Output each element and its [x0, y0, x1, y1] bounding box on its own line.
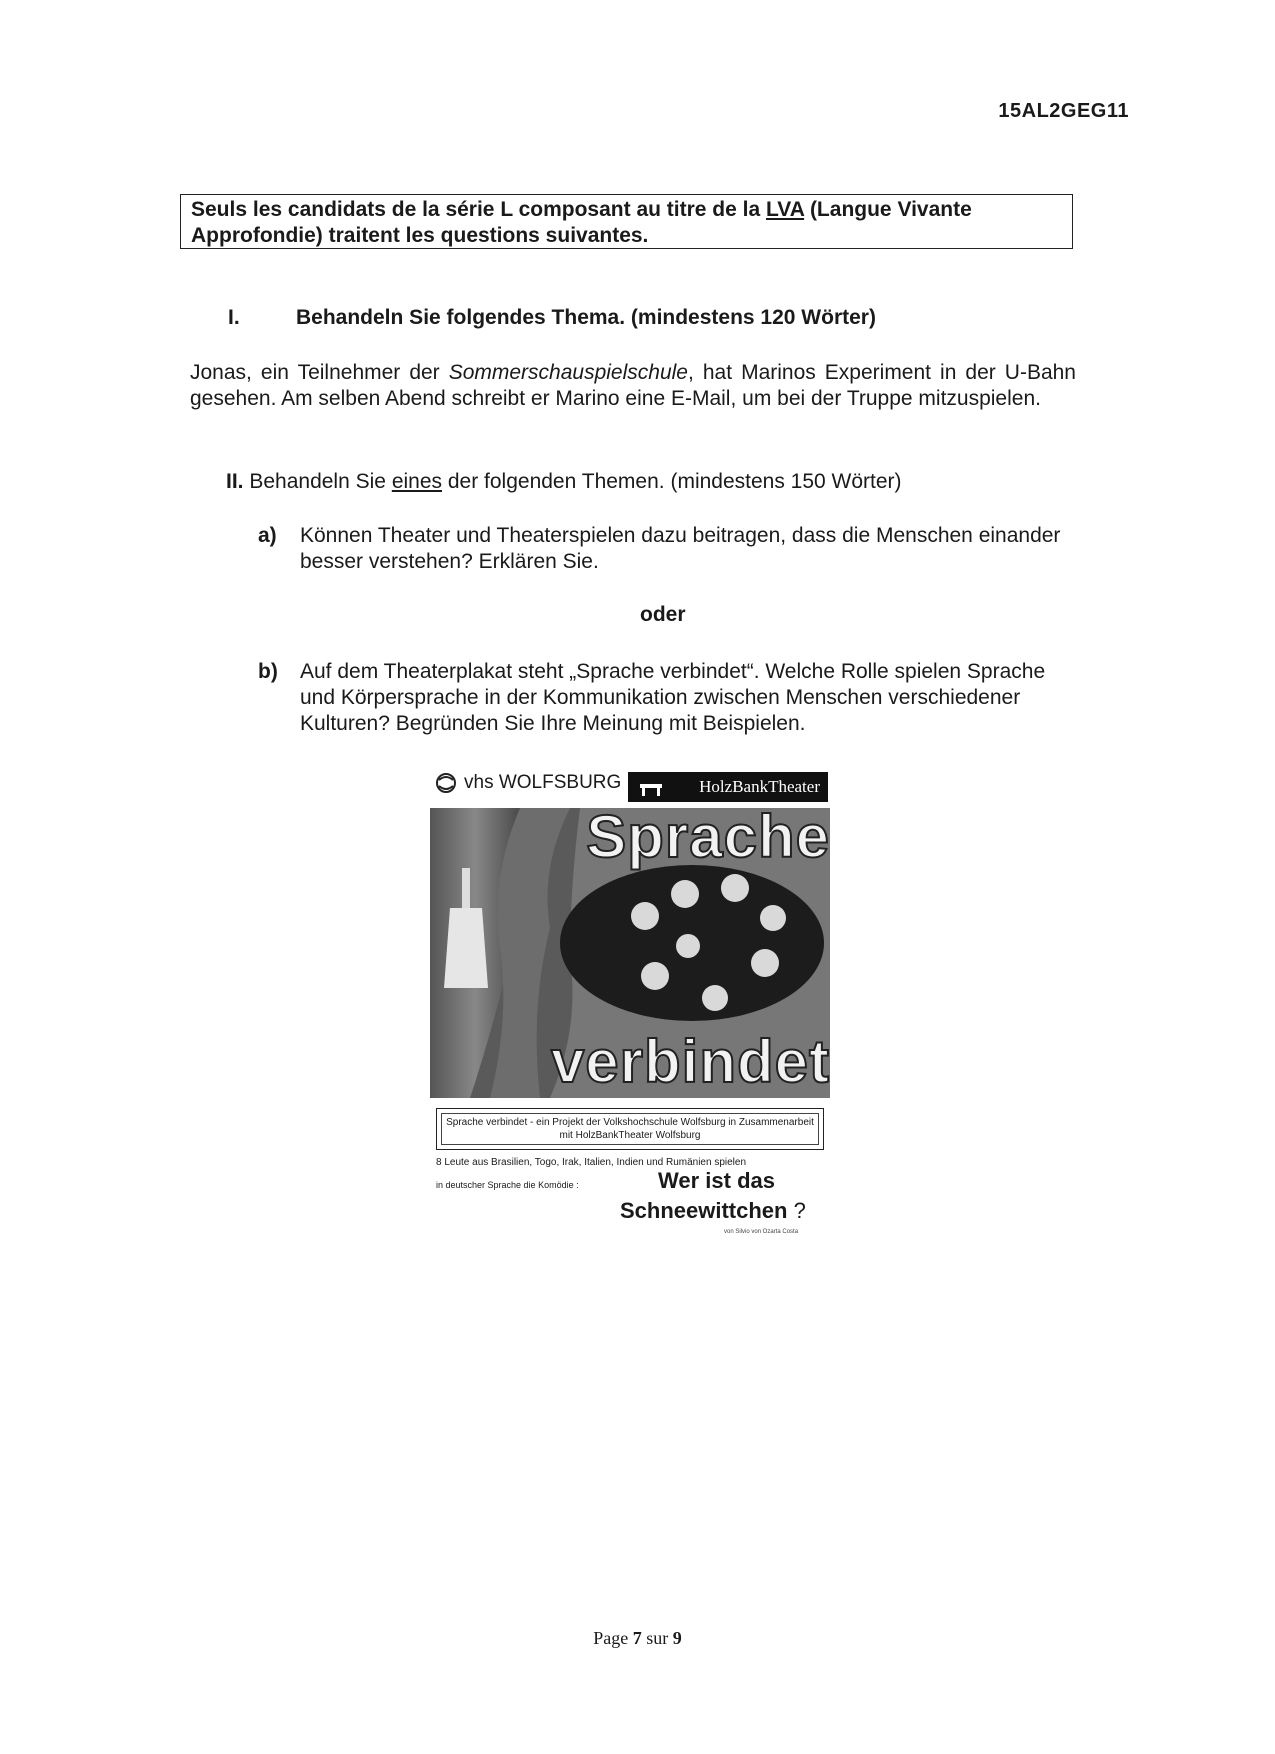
- poster-logos: [430, 768, 830, 804]
- section1-text-post: , hat Marinos Experiment in der U-Bahn gesehen. Am selben Abend schreibt er Marino eine E-Mail, um bei der Truppe mitzuspielen.: [190, 361, 1076, 410]
- section1-text: [190, 360, 1076, 412]
- poster-photo: [430, 808, 830, 1098]
- bench-icon: [638, 778, 664, 798]
- oder-separator: oder: [640, 603, 686, 626]
- vhs-logo-icon: [434, 772, 458, 794]
- footer-pre: Page: [593, 1628, 633, 1648]
- notice-part1: Seuls les candidats de la série L composant au titre de la: [191, 198, 766, 221]
- play-title-name: Schneewittchen: [620, 1198, 788, 1223]
- page-footer: [0, 1628, 1275, 1649]
- section1-text-pre: Jonas, ein Teilnehmer der: [190, 361, 449, 384]
- section2-number: II.: [226, 470, 244, 493]
- theater-poster: [430, 768, 830, 1238]
- section1-text-italic: Sommerschauspielschule: [448, 361, 688, 384]
- question-a-text: Können Theater und Theaterspielen dazu beitragen, dass die Menschen einander besser verstehen? Erklären Sie.: [300, 524, 1061, 573]
- notice-part2: (Langue Vivante Approfondie) traitent les questions suivantes.: [191, 198, 972, 247]
- poster-title-top: Sprache: [586, 808, 830, 870]
- question-a: [258, 523, 1078, 583]
- theater-logo: [628, 772, 828, 802]
- theater-logo-text: HolzBankTheater: [699, 777, 820, 796]
- poster-caption: Sprache verbindet - ein Projekt der Volkshochschule Wolfsburg in Zusammenarbeit mit HolzBankTheater Wolfsburg: [441, 1113, 819, 1145]
- play-title-qmark: ?: [787, 1198, 806, 1223]
- poster-caption-box: [436, 1108, 824, 1150]
- section1-number: I.: [228, 306, 240, 329]
- question-b-text: Auf dem Theaterplakat steht „Sprache verbindet“. Welche Rolle spielen Sprache und Körpersprache in der Kommunikation zwischen Menschen verschiedener Kulturen? Begründen Sie Ihre Meinung mit Beispielen.: [300, 660, 1046, 735]
- play-title-line1: Wer ist das: [658, 1168, 775, 1193]
- section1-heading: [228, 306, 876, 330]
- tassel-shape: [444, 908, 488, 988]
- vhs-logo: [434, 772, 621, 794]
- section1-title: Behandeln Sie folgendes Thema. (mindestens 120 Wörter): [296, 306, 876, 329]
- footer-mid: sur: [641, 1628, 673, 1648]
- notice-lva: LVA: [766, 198, 805, 221]
- poster-line2: in deutscher Sprache die Komödie :: [436, 1180, 579, 1190]
- question-b-label: b): [258, 660, 278, 683]
- vhs-logo-text: vhs WOLFSBURG: [464, 772, 622, 793]
- section2-heading: [226, 470, 902, 494]
- footer-total: 9: [672, 1628, 682, 1648]
- poster-line1: 8 Leute aus Brasilien, Togo, Irak, Italien, Indien und Rumänien spielen: [436, 1157, 747, 1168]
- section2-pre: Behandeln Sie: [243, 470, 392, 493]
- section2-underlined: eines: [391, 470, 443, 493]
- question-a-label: a): [258, 524, 277, 547]
- question-b: [258, 659, 1078, 749]
- exam-code: 15AL2GEG11: [998, 100, 1129, 122]
- poster-credit: von Silvio von Ozarta Costa: [724, 1229, 799, 1235]
- section2-post: der folgenden Themen. (mindestens 150 Wörter): [442, 470, 902, 493]
- poster-title-bottom: verbindet: [550, 1028, 830, 1095]
- notice-box: [180, 194, 1073, 249]
- play-title-line2: [620, 1198, 806, 1224]
- footer-current: 7: [632, 1628, 642, 1648]
